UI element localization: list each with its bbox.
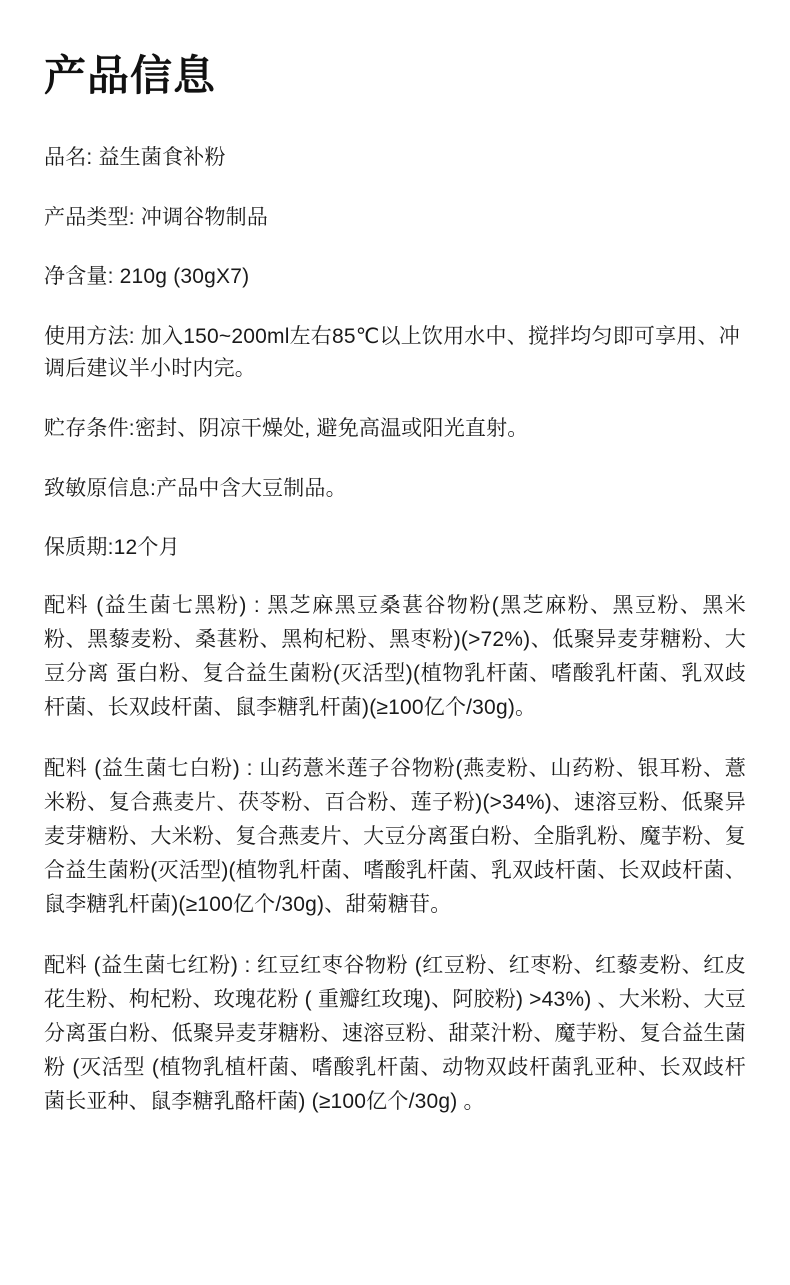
field-shelf-life: 保质期:12个月: [44, 536, 180, 560]
field-net-content: 净含量: 210g (30gX7): [44, 265, 250, 289]
ingredients-black-powder: 配料 (益生菌七黑粉) : 黑芝麻黑豆桑葚谷物粉(黑芝麻粉、黑豆粉、黑米粉、黑藜麦粉、桑葚粉、黑枸杞粉、黑枣粉)(>72%)、低聚异麦芽糖粉、大豆分离 蛋白粉、复合益生菌粉(灭活型)(植物乳杆菌、嗜酸乳杆菌、乳双歧杆菌、长双歧杆菌、鼠李糖乳杆菌)(≥100亿个/30g)。: [44, 593, 746, 719]
field-product-type: 产品类型: 冲调谷物制品: [44, 205, 269, 229]
field-usage-method: 使用方法: 加入150~200ml左右85℃以上饮用水中、搅拌均匀即可享用、冲调后建议半小时内完。: [44, 324, 740, 381]
page-title: 产品信息: [44, 52, 217, 99]
ingredients-white-powder: 配料 (益生菌七白粉) : 山药薏米莲子谷物粉(燕麦粉、山药粉、银耳粉、薏米粉、复合燕麦片、茯苓粉、百合粉、莲子粉)(>34%)、速溶豆粉、低聚异麦芽糖粉、大米粉、复合燕麦片、大豆分离蛋白粉、全脂乳粉、魔芋粉、复合益生菌粉(灭活型)(植物乳杆菌、嗜酸乳杆菌、乳双歧杆菌、长双歧杆菌、鼠李糖乳杆菌)(≥100亿个/30g)、甜菊糖苷。: [44, 756, 746, 916]
field-allergen-info: 致敏原信息:产品中含大豆制品。: [44, 476, 347, 500]
ingredients-red-powder: 配料 (益生菌七红粉) : 红豆红枣谷物粉 (红豆粉、红枣粉、红藜麦粉、红皮花生粉、枸杞粉、玫瑰花粉 ( 重瓣红玫瑰)、阿胶粉) >43%) 、大米粉、大豆分离蛋白粉、低聚异麦芽糖粉、速溶豆粉、甜菜汁粉、魔芋粉、复合益生菌粉 (灭活型 (植物乳植杆菌、嗜酸乳杆菌、动物双歧杆菌乳亚种、长双歧杆菌长亚种、鼠李糖乳酪杆菌) (≥100亿个/30g) 。: [44, 953, 746, 1113]
field-storage-condition: 贮存条件:密封、阴凉干燥处, 避免高温或阳光直射。: [44, 417, 529, 441]
field-product-name: 品名: 益生菌食补粉: [44, 146, 226, 170]
